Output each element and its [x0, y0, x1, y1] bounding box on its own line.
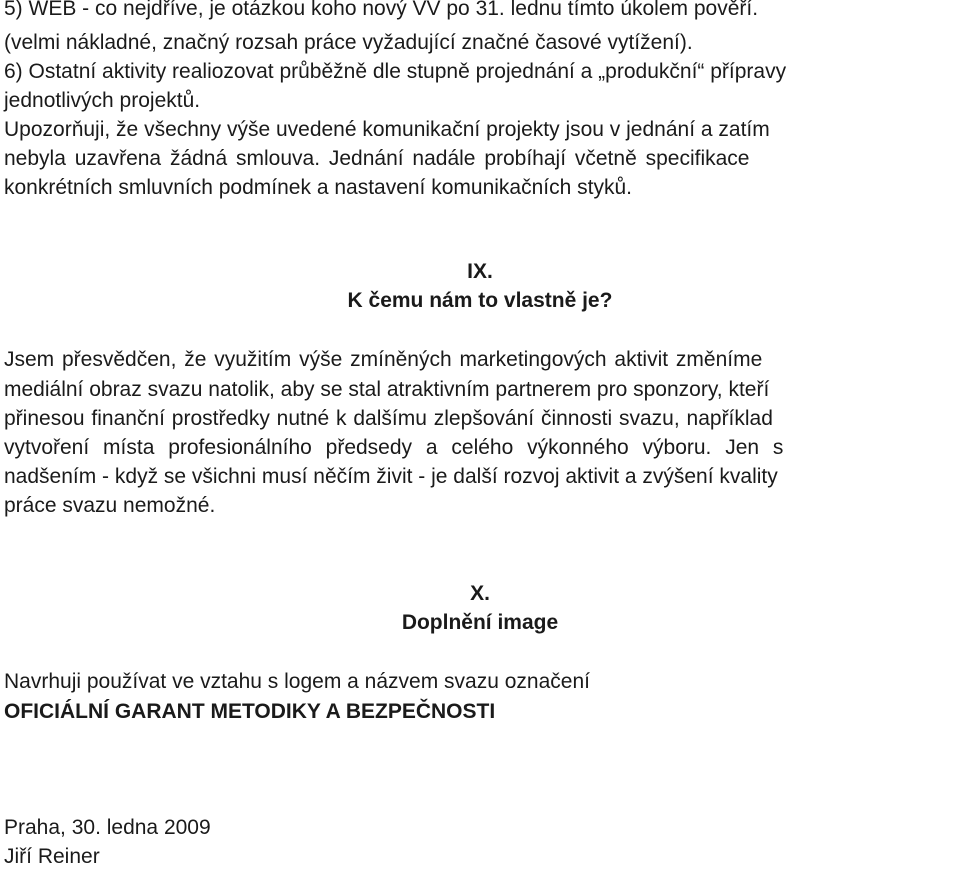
- section10-title: Doplnění image: [401, 611, 559, 634]
- section10-designation: OFICIÁLNÍ GARANT METODIKY A BEZPEČNOSTI: [4, 700, 496, 723]
- section9-title: K čemu nám to vlastně je?: [347, 289, 613, 312]
- section10-proposal: Navrhuji používat ve vztahu s logem a názvem svazu označení: [4, 670, 590, 693]
- section9-line4: vytvoření místa profesionálního předsedy a celého výkonného výboru. Jen s: [4, 436, 784, 459]
- section9-line6: práce svazu nemožné.: [4, 494, 216, 517]
- notice-line2: nebyla uzavřena žádná smlouva. Jednání nadále probíhají včetně specifikace: [4, 147, 750, 170]
- section9-line3: přinesou finanční prostředky nutné k dalšímu zlepšování činnosti svazu, například: [4, 407, 773, 430]
- signature-place-date: Praha, 30. ledna 2009: [4, 816, 211, 839]
- section10-number: X.: [470, 582, 490, 605]
- item5-line2: (velmi nákladné, značný rozsah práce vyžadující značné časové vytížení).: [4, 31, 693, 54]
- item5-line1: 5) WEB - co nejdříve, je otázkou koho nový VV po 31. lednu tímto úkolem pověří.: [4, 0, 759, 20]
- section9-line2: mediální obraz svazu natolik, aby se stal atraktivním partnerem pro sponzory, kteří: [4, 378, 770, 401]
- section9-number: IX.: [467, 260, 493, 283]
- item6-line2: jednotlivých projektů.: [4, 89, 201, 112]
- section9-line1: Jsem přesvědčen, že využitím výše zmíněných marketingových aktivit změníme: [4, 348, 763, 371]
- notice-line1: Upozorňuji, že všechny výše uvedené komunikační projekty jsou v jednání a zatím: [4, 118, 770, 141]
- signature-author: Jiří Reiner: [4, 845, 100, 868]
- section9-line5: nadšením - když se všichni musí něčím živit - je další rozvoj aktivit a zvýšení kvality: [4, 465, 778, 488]
- notice-line3: konkrétních smluvních podmínek a nastavení komunikačních styků.: [4, 176, 632, 199]
- item6-line1: 6) Ostatní aktivity realiozovat průběžně dle stupně projednání a „produkční“ přípravy: [4, 60, 787, 83]
